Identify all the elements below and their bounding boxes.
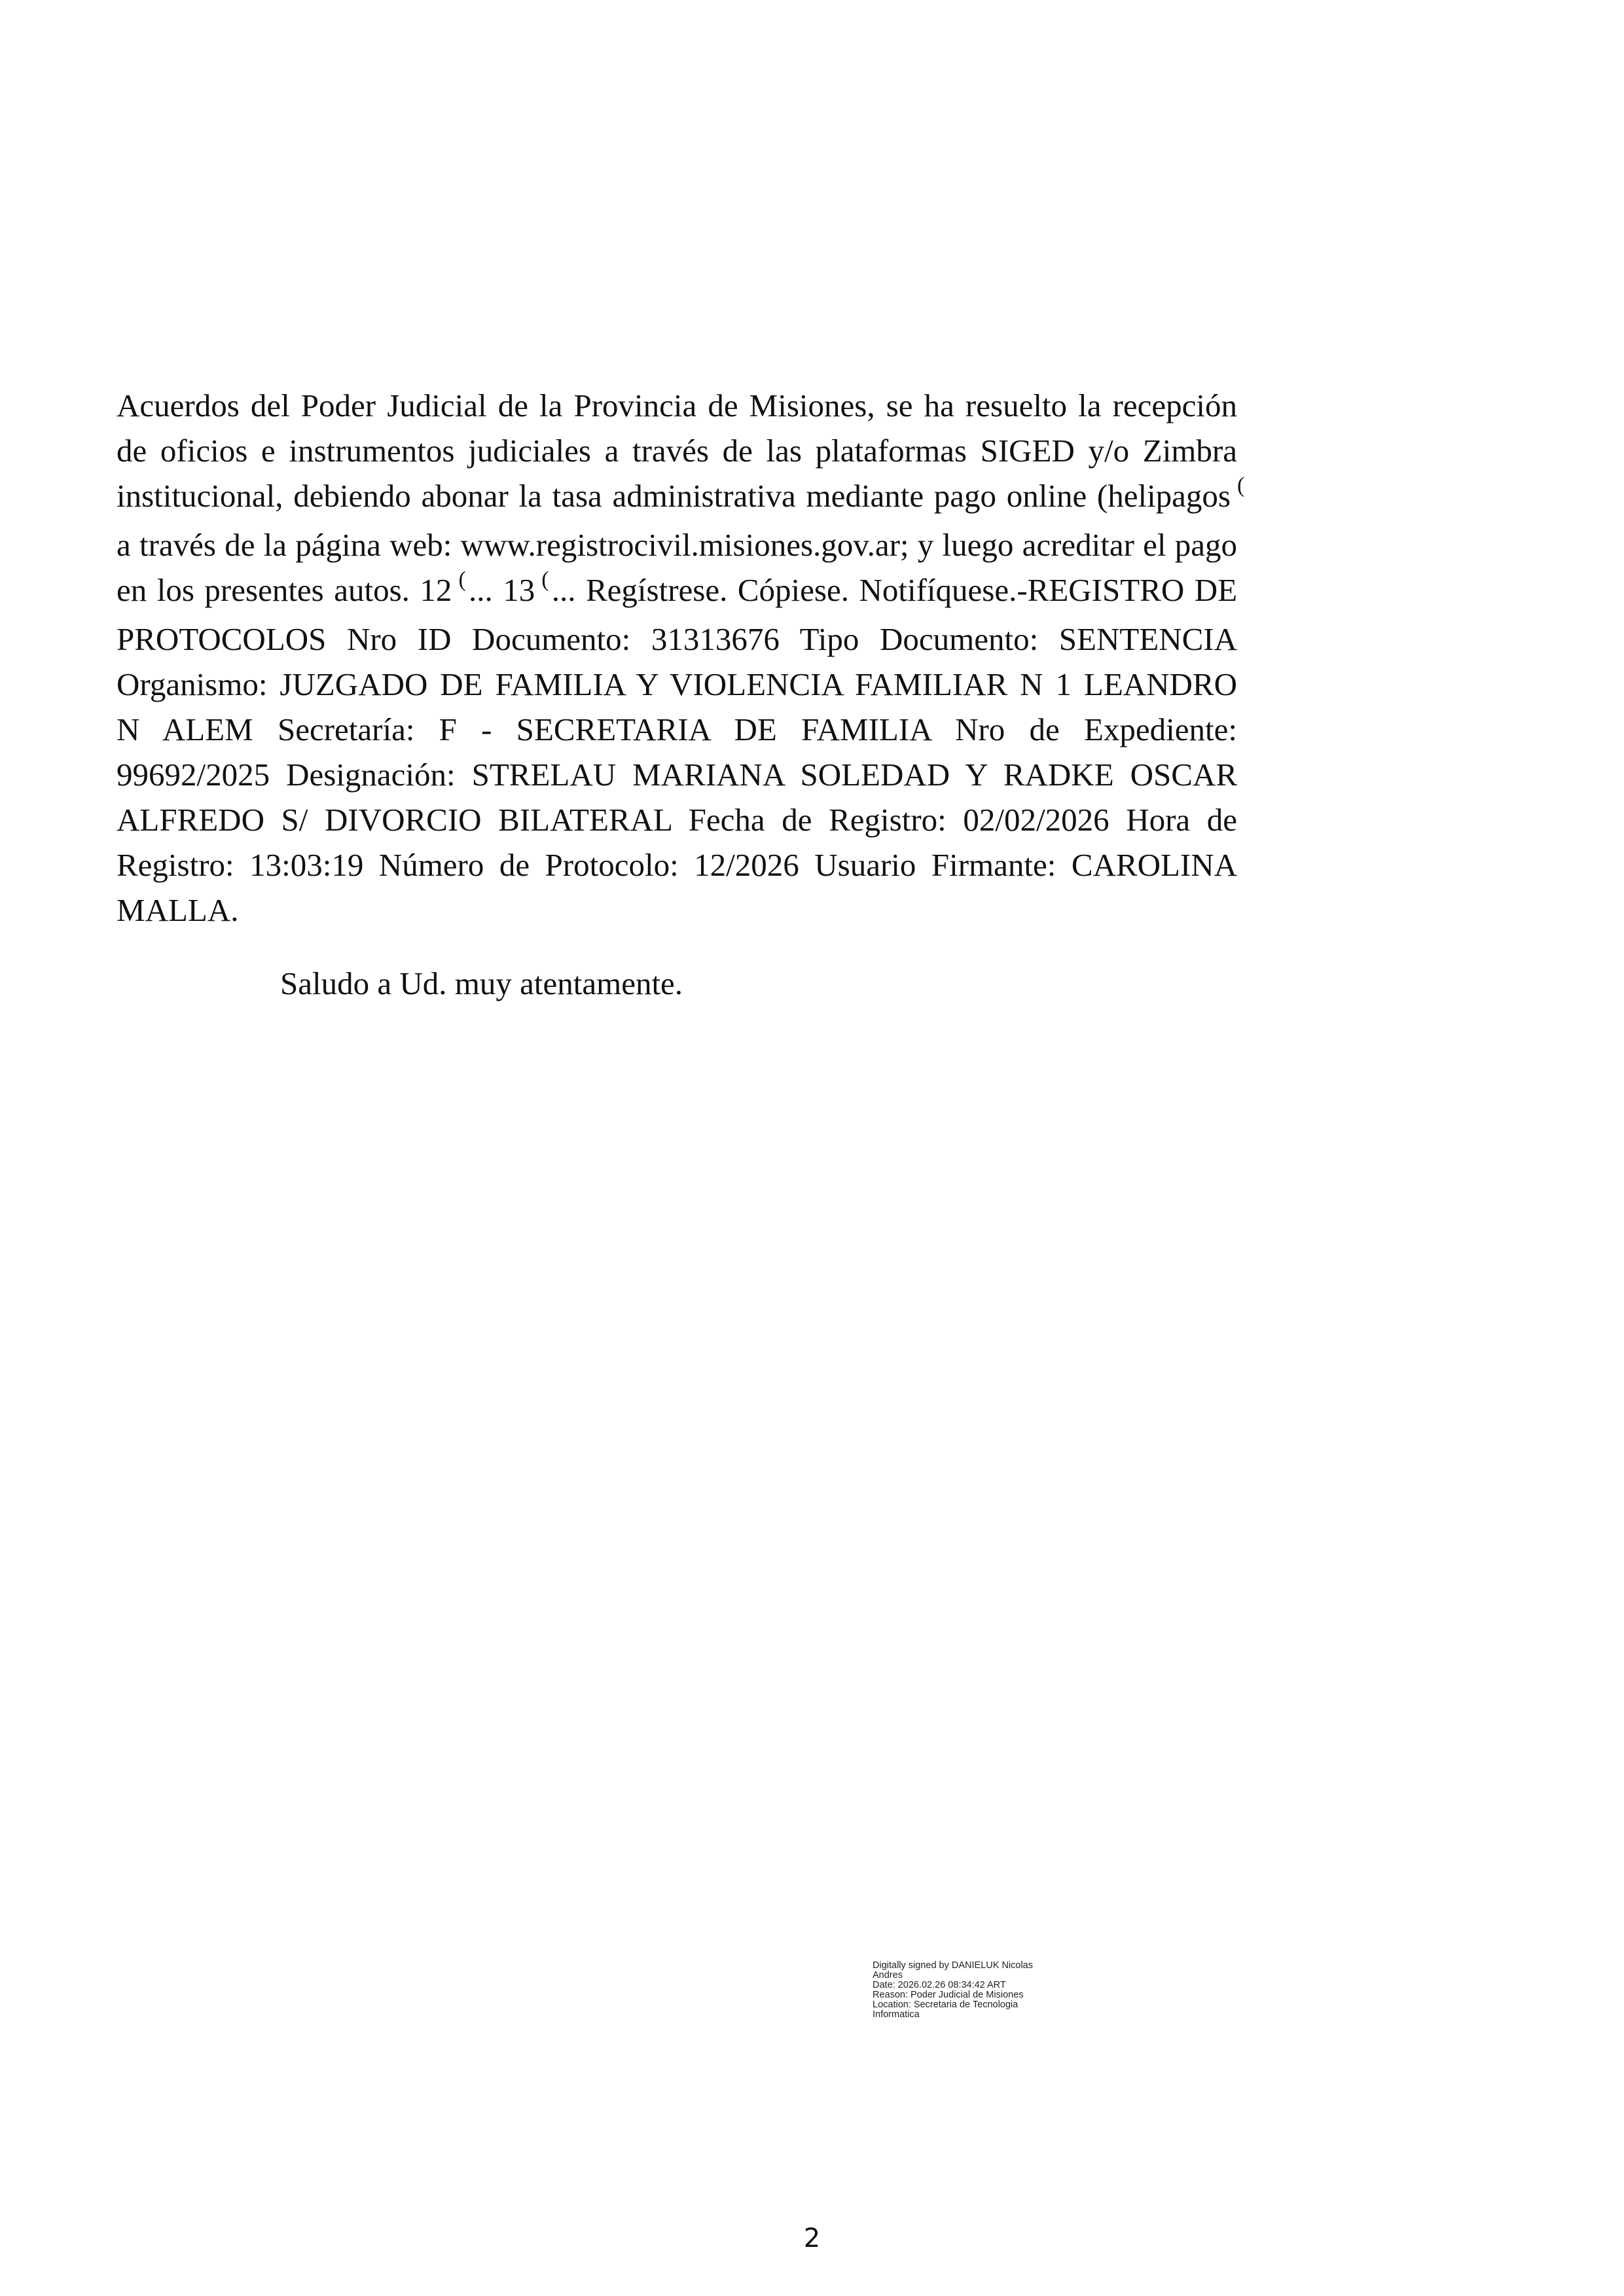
paragraph-line: en los presentes autos. 12 ( ... 13 ( ... Regístrese. Cópiese. Notifíquese.-REGISTRO DE bbox=[117, 567, 1238, 608]
paragraph-line: ALFREDO S/ DIVORCIO BILATERAL Fecha de Registro: 02/02/2026 Hora de bbox=[117, 802, 1237, 838]
signature-line: Andres bbox=[873, 1970, 903, 1981]
paragraph-line-text: en los presentes autos. 12 bbox=[117, 572, 452, 608]
signature-line: Informatica bbox=[873, 2009, 920, 2020]
page-number: 2 bbox=[803, 2223, 821, 2253]
paragraph-line: MALLA. bbox=[117, 892, 239, 928]
paragraph-line: PROTOCOLOS Nro ID Documento: 31313676 Tipo Documento: SENTENCIA bbox=[117, 621, 1237, 657]
paragraph-line: 99692/2025 Designación: STRELAU MARIANA SOLEDAD Y RADKE OSCAR bbox=[117, 757, 1237, 793]
paragraph-line-text: ... Regístrese. Cópiese. Notifíquese.-REGISTRO DE bbox=[551, 572, 1238, 608]
body-paragraph bbox=[117, 383, 1245, 933]
closing-salutation: Saludo a Ud. muy atentamente. bbox=[280, 965, 683, 1001]
signature-line: Location: Secretaria de Tecnologia bbox=[873, 2000, 1019, 2010]
paragraph-line: de oficios e instrumentos judiciales a través de las plataformas SIGED y/o Zimbra bbox=[117, 433, 1237, 469]
paragraph-line: Registro: 13:03:19 Número de Protocolo: 12/2026 Usuario Firmante: CAROLINA bbox=[117, 847, 1237, 883]
paragraph-line: Acuerdos del Poder Judicial de la Provincia de Misiones, se ha resuelto la recepción bbox=[117, 387, 1237, 423]
paragraph-line: Organismo: JUZGADO DE FAMILIA Y VIOLENCIA FAMILIAR N 1 LEANDRO bbox=[117, 666, 1237, 702]
digital-signature-block bbox=[873, 1961, 1082, 2020]
signature-line: Digitally signed by DANIELUK Nicolas bbox=[873, 1960, 1033, 1971]
paragraph-line: institucional, debiendo abonar la tasa administrativa mediante pago online (helipagos ( bbox=[117, 473, 1245, 514]
signature-line: Date: 2026.02.26 08:34:42 ART bbox=[873, 1980, 1006, 1990]
paragraph-line: N ALEM Secretaría: F - SECRETARIA DE FAMILIA Nro de Expediente: bbox=[117, 711, 1237, 747]
paragraph-line-text: institucional, debiendo abonar la tasa administrativa mediante pago online (helipagos bbox=[117, 478, 1231, 514]
signature-line: Reason: Poder Judicial de Misiones bbox=[873, 1990, 1024, 2000]
paragraph-line-text: ... 13 bbox=[468, 572, 535, 608]
paragraph-line: a través de la página web: www.registrocivil.misiones.gov.ar; y luego acreditar el pago bbox=[117, 527, 1237, 563]
